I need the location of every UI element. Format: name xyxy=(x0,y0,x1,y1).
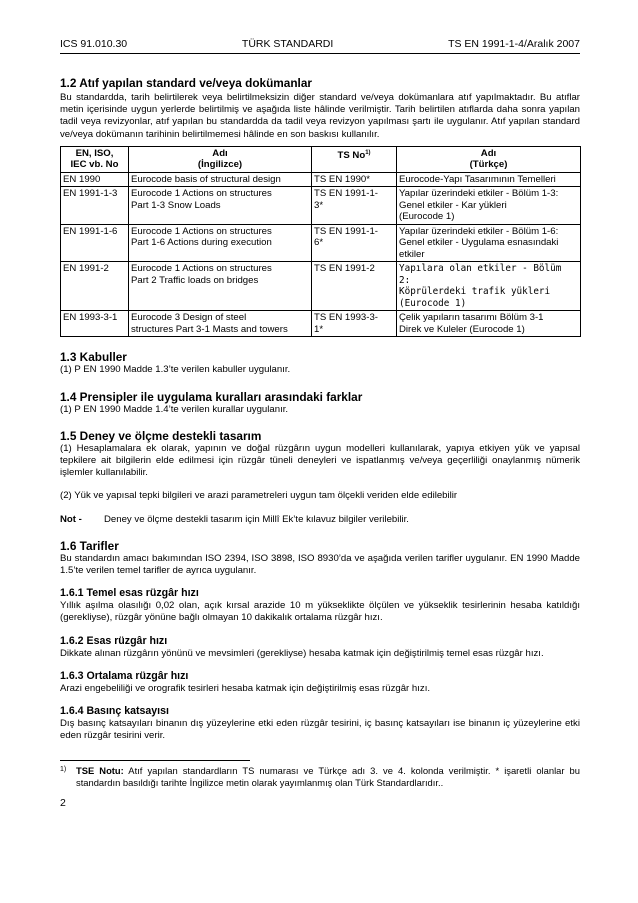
cell-ts-no xyxy=(312,187,397,225)
cell-name-english xyxy=(129,311,312,337)
cell-en-no: EN 1993-3-1 xyxy=(61,311,129,337)
section-1-4-para: (1) P EN 1990 Madde 1.4’te verilen kurallar uygulanır. xyxy=(60,403,289,415)
footnote-label: TSE Notu: xyxy=(76,765,124,777)
cell-line: TS EN 1993-3- xyxy=(314,312,378,324)
document-page xyxy=(60,38,580,809)
section-1-6-2-para: Dikkate alınan rüzgârın yönünü ve mevsimleri (gerekliyse) hesaba katmak için değiştirilmiş temel esas rüzgâr hızı. xyxy=(60,647,544,659)
cell-line: Eurocode 3 Design of steel xyxy=(131,312,247,324)
cell-line: Eurocode 1 Actions on structures xyxy=(131,188,272,200)
cell-ts-no xyxy=(312,262,397,311)
cell-line: Eurocode basis of structural design xyxy=(131,173,281,185)
cell-line: Part 2 Traffic loads on bridges xyxy=(131,274,259,286)
cell-line: 6* xyxy=(314,237,324,249)
cell-line: Genel etkiler - Uygulama esnasındaki xyxy=(399,237,559,249)
cell-line: Direk ve Kuleler (Eurocode 1) xyxy=(399,323,525,335)
cell-name-english xyxy=(129,262,312,311)
section-1-3-title: 1.3 Kabuller xyxy=(60,350,127,365)
section-1-2-title: 1.2 Atıf yapılan standard ve/veya dokümanlar xyxy=(60,76,312,90)
col-header-en-no: EN, ISO, IEC vb. No xyxy=(61,146,129,172)
cell-name-turkish xyxy=(397,187,581,225)
section-1-5-title: 1.5 Deney ve ölçme destekli tasarım xyxy=(60,428,262,443)
cell-line: TS EN 1990* xyxy=(314,173,370,185)
cell-en-no: EN 1990 xyxy=(61,172,129,187)
header-ics: ICS 91.010.30 xyxy=(60,38,128,50)
section-1-6-3-para: Arazi engebeliliği ve orografik tesirleri hesaba katmak için değiştirilmiş esas rüzgâr hızı. xyxy=(60,682,431,694)
cell-line: 1* xyxy=(314,323,324,335)
cell-en-no: EN 1991-1-6 xyxy=(61,224,129,262)
section-1-6-title: 1.6 Tarifler xyxy=(60,538,119,553)
section-1-5-note xyxy=(60,514,580,526)
cell-line: TS EN 1991-2 xyxy=(314,263,375,275)
cell-name-turkish xyxy=(397,224,581,262)
cell-name-turkish xyxy=(397,262,581,311)
section-1-6-para: Bu standardın amacı bakımından ISO 2394, ISO 3898, ISO 8930’da ve aşağıda verilen tarifler uygulanır. EN 1990 Madde 1.5’te verilen temel tarifler de ayrıca uygulanır. xyxy=(60,552,580,576)
col-header-ts-no: TS No$^{1)}$ xyxy=(312,146,397,172)
cell-line: etkiler xyxy=(399,248,425,260)
cell-line: TS EN 1991-1- xyxy=(314,188,378,200)
table-row xyxy=(61,172,581,187)
table-row xyxy=(61,187,581,225)
cell-line: 3* xyxy=(314,199,324,211)
cell-name-english xyxy=(129,187,312,225)
header-standard-no: TS EN 1991-1-4/Aralık 2007 xyxy=(448,38,580,50)
cell-line: Yapılara olan etkiler - Bölüm 2: xyxy=(399,263,562,286)
cell-line: Eurocode 1 Actions on structures xyxy=(131,263,272,275)
table-row xyxy=(61,224,581,262)
cell-line: structures Part 3-1 Masts and towers xyxy=(131,323,288,335)
cell-ts-no xyxy=(312,172,397,187)
cell-line: Eurocode-Yapı Tasarımının Temelleri xyxy=(399,173,556,185)
header-title: TÜRK STANDARDI xyxy=(241,38,334,50)
section-1-6-3-title: 1.6.3 Ortalama rüzgâr hızı xyxy=(60,669,189,682)
table-header-row xyxy=(61,146,581,172)
cell-line: Çelik yapıların tasarımı Bölüm 3-1 xyxy=(399,312,544,324)
section-1-3-para: (1) P EN 1990 Madde 1.3’te verilen kabuller uygulanır. xyxy=(60,364,291,376)
cell-line: Genel etkiler - Kar yükleri xyxy=(399,199,507,211)
section-1-5-para-2: (2) Yük ve yapısal tepki bilgileri ve arazi parametreleri uygun tam ölçekli veriden elde edilebilir xyxy=(60,490,458,502)
reference-table xyxy=(60,146,581,338)
cell-line: (Eurocode 1) xyxy=(399,211,455,223)
cell-ts-no xyxy=(312,311,397,337)
cell-name-english xyxy=(129,224,312,262)
cell-name-turkish xyxy=(397,172,581,187)
cell-en-no: EN 1991-2 xyxy=(61,262,129,311)
section-1-5-para-1: (1) Hesaplamalara ek olarak, yapının ve doğal rüzgârın uygun modelleri kullanılarak, yapıya etkiyen yük ve yapısal tepkilere ait bilgilerin elde edilmesi için rüzgâr tüneli deneyleri ve ispatlanmış ve/veya geçerliliği onaylanmış nümerik işlemler kullanılabilir. xyxy=(60,442,580,479)
section-1-6-1-title: 1.6.1 Temel esas rüzgâr hızı xyxy=(60,587,199,600)
page-header xyxy=(60,38,580,54)
footnote xyxy=(60,765,580,789)
cell-name-english xyxy=(129,172,312,187)
cell-name-turkish xyxy=(397,311,581,337)
cell-ts-no xyxy=(312,224,397,262)
cell-line: Part 1-6 Actions during execution xyxy=(131,237,272,249)
section-1-6-1-para: Yıllık aşılma olasılığı 0,02 olan, açık kırsal arazide 10 m yükseklikte ölçülen ve yükseklik tesirlerinin hesaba katıldığı (gerekliyse), rüzgâr yönüne bağlı olmayan 10 dakikalık ortalama rüzgâr hızı. xyxy=(60,600,580,624)
col-header-name-english: Adı (İngilizce) xyxy=(129,146,312,172)
note-label: Not - xyxy=(60,513,82,525)
cell-line: Köprülerdeki trafik yükleri xyxy=(399,286,551,298)
section-1-6-4-title: 1.6.4 Basınç katsayısı xyxy=(60,704,169,717)
page-number: 2 xyxy=(60,797,66,810)
section-1-4-title: 1.4 Prensipler ile uygulama kuralları arasındaki farklar xyxy=(60,389,363,404)
footnote-text: Atıf yapılan standardların TS numarası ve Türkçe adı 3. ve 4. kolonda verilmiştir. * işaretli olanlar bu standardın basıldığı tarihte İngilizce metin olarak yayımlanmış olan Türk Standardlarıdır.. xyxy=(76,765,580,789)
cell-line: Yapılar üzerindeki etkiler - Bölüm 1-6: xyxy=(399,225,559,237)
table-row xyxy=(61,311,581,337)
cell-line: TS EN 1991-1- xyxy=(314,225,378,237)
cell-line: Eurocode 1 Actions on structures xyxy=(131,225,272,237)
cell-line: Part 1-3 Snow Loads xyxy=(131,199,221,211)
note-text: Deney ve ölçme destekli tasarım için Millî Ek’te kılavuz bilgiler verilebilir. xyxy=(104,513,409,525)
cell-line: Yapılar üzerindeki etkiler - Bölüm 1-3: xyxy=(399,188,559,200)
section-1-6-2-title: 1.6.2 Esas rüzgâr hızı xyxy=(60,634,168,647)
cell-en-no: EN 1991-1-3 xyxy=(61,187,129,225)
footnote-mark: 1) xyxy=(60,766,67,774)
col-header-name-turkish: Adı (Türkçe) xyxy=(397,146,581,172)
table-row xyxy=(61,262,581,311)
cell-line: (Eurocode 1) xyxy=(399,297,467,309)
section-1-6-4-para: Dış basınç katsayıları binanın dış yüzeylerine etki eden rüzgâr tesirini, iç basınç katsayıları ise binanın iç yüzeylerine etki eden rüzgâr tesirini verir. xyxy=(60,717,580,742)
section-1-2-para: Bu standardda, tarih belirtilerek veya belirtilmeksizin diğer standard ve/veya dokümanlara atıf yapılmaktadır. Bu atıflar metin içerisinde uygun yerlerde belirtilmiş ve aşağıda liste hâlinde verilmiştir. Tarih belirtilen atıflarda daha sonra yapılan tadil veya revizyonlar, atıf yapılan bu standardda da tadil veya revizyon yapılması şartı ile uygulanır. Atıf yapılan standard ve/veya dokümanın tarihinin belirtilmemesi hâlinde en son baskısı kullanılır. xyxy=(60,92,580,140)
